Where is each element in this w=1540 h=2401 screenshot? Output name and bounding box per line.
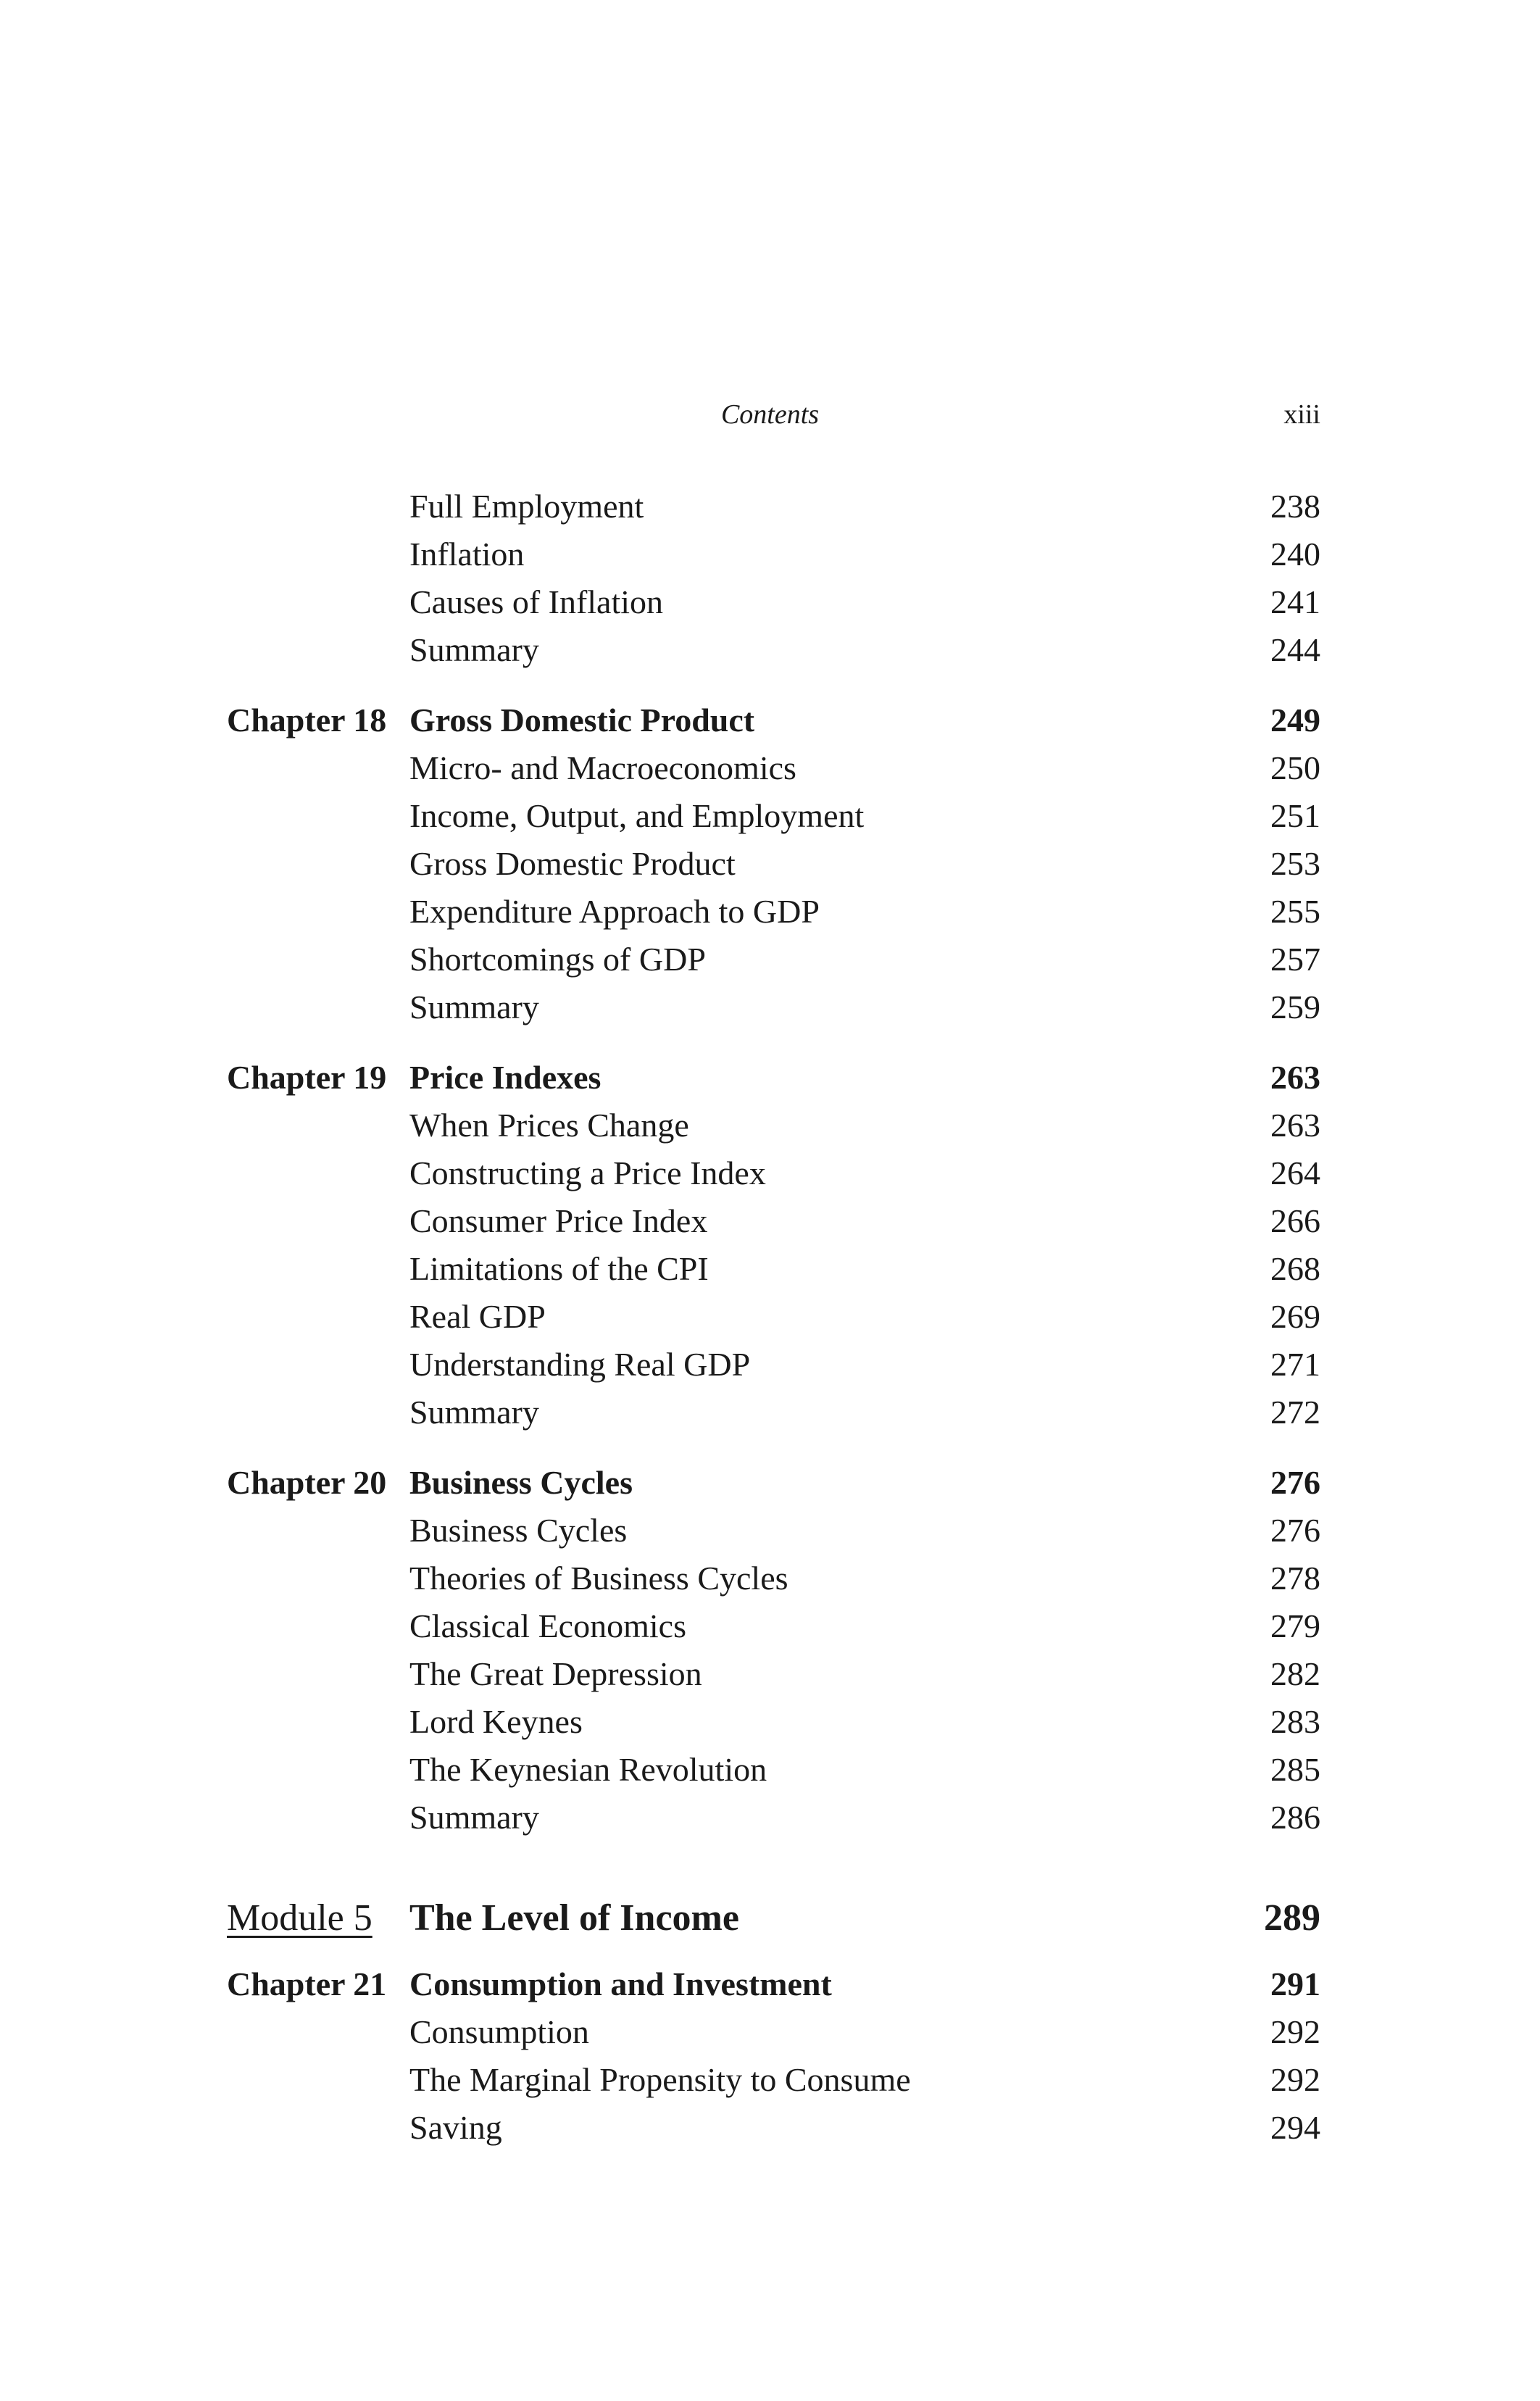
toc-entry-row [227, 1555, 1320, 1602]
toc-entry-row [227, 840, 1320, 888]
toc-module-title: The Level of Income [409, 1897, 739, 1939]
toc-entry-row [227, 1602, 1320, 1650]
toc-page-number: 266 [1270, 1202, 1320, 1239]
toc-entry-title: Classical Economics [409, 1607, 686, 1644]
toc-page-number: 269 [1270, 1298, 1320, 1335]
toc-chapter-label: Chapter 19 [227, 1059, 387, 1096]
toc-entry-row [227, 1293, 1320, 1341]
toc-entry-title: The Great Depression [409, 1655, 702, 1692]
toc-entry-title: Understanding Real GDP [409, 1346, 751, 1383]
toc-chapter-label: Chapter 21 [227, 1965, 387, 2002]
toc-page-number: 292 [1270, 2013, 1320, 2050]
toc-entry-title: Real GDP [409, 1298, 546, 1335]
toc-entry-title: Summary [409, 1394, 539, 1431]
toc-page-number: 278 [1270, 1560, 1320, 1597]
toc-entry-title: Business Cycles [409, 1512, 628, 1549]
toc-entry-row [227, 1389, 1320, 1436]
page-number: xiii [1283, 399, 1320, 430]
toc-entry-title: Constructing a Price Index [409, 1154, 766, 1191]
toc-page-number: 241 [1270, 583, 1320, 620]
toc-chapter-row [227, 1459, 1320, 1507]
toc-chapter-row [227, 1054, 1320, 1102]
toc-page-number: 249 [1270, 702, 1320, 738]
toc-module-row [227, 1889, 1320, 1947]
toc-entry-row [227, 936, 1320, 983]
toc-entry-row [227, 578, 1320, 626]
toc-entry-title: Causes of Inflation [409, 583, 664, 620]
toc-page-number: 294 [1270, 2109, 1320, 2146]
toc-page-number: 276 [1270, 1512, 1320, 1549]
toc-chapter-title: Gross Domestic Product [409, 702, 755, 738]
toc-chapter-row [227, 696, 1320, 744]
toc-page-number: 255 [1270, 893, 1320, 930]
toc-page-number: 289 [1264, 1897, 1320, 1939]
toc-entry-title: Shortcomings of GDP [409, 941, 706, 978]
toc-page-number: 286 [1270, 1799, 1320, 1836]
toc-entry-row [227, 1341, 1320, 1389]
toc-chapter-row [227, 1960, 1320, 2008]
toc-entry-title: The Keynesian Revolution [409, 1751, 767, 1788]
toc-page-number: 282 [1270, 1655, 1320, 1692]
toc-page-number: 253 [1270, 845, 1320, 882]
running-title: Contents [720, 399, 820, 430]
toc-page-number: 264 [1270, 1154, 1320, 1191]
toc-entry-title: Consumer Price Index [409, 1202, 708, 1239]
toc-entry-row [227, 983, 1320, 1031]
toc-entry-row [227, 792, 1320, 840]
toc-page-number: 276 [1270, 1464, 1320, 1501]
table-of-contents [227, 483, 1320, 2152]
running-head [0, 393, 1540, 436]
toc-chapter-label: Chapter 20 [227, 1464, 387, 1501]
toc-entry-row [227, 1102, 1320, 1149]
toc-module-label: Module 5 [227, 1897, 372, 1939]
toc-chapter-title: Business Cycles [409, 1464, 633, 1501]
toc-entry-title: When Prices Change [409, 1107, 689, 1144]
toc-entry-title: Limitations of the CPI [409, 1250, 709, 1287]
toc-page-number: 263 [1270, 1059, 1320, 1096]
toc-entry-title: The Marginal Propensity to Consume [409, 2061, 911, 2098]
toc-page-number: 240 [1270, 536, 1320, 573]
toc-entry-row [227, 1245, 1320, 1293]
toc-entry-row [227, 1698, 1320, 1746]
toc-entry-row [227, 530, 1320, 578]
toc-entry-row [227, 2104, 1320, 2152]
toc-page-number: 283 [1270, 1703, 1320, 1740]
toc-entry-title: Saving [409, 2109, 502, 2146]
toc-entry-title: Consumption [409, 2013, 589, 2050]
toc-entry-row [227, 1794, 1320, 1842]
toc-entry-title: Summary [409, 631, 539, 668]
toc-entry-row [227, 1650, 1320, 1698]
toc-entry-row [227, 2008, 1320, 2056]
toc-entry-title: Theories of Business Cycles [409, 1560, 788, 1597]
toc-entry-title: Micro- and Macroeconomics [409, 749, 796, 786]
toc-page-number: 268 [1270, 1250, 1320, 1287]
toc-page-number: 291 [1270, 1965, 1320, 2002]
toc-entry-row [227, 1197, 1320, 1245]
toc-entry-title: Full Employment [409, 488, 644, 525]
toc-chapter-title: Price Indexes [409, 1059, 602, 1096]
toc-page-number: 250 [1270, 749, 1320, 786]
toc-entry-row [227, 1746, 1320, 1794]
toc-page-number: 238 [1270, 488, 1320, 525]
toc-page-number: 279 [1270, 1607, 1320, 1644]
toc-page-number: 263 [1270, 1107, 1320, 1144]
toc-page-number: 251 [1270, 797, 1320, 834]
toc-entry-title: Inflation [409, 536, 525, 573]
toc-page-number: 259 [1270, 989, 1320, 1025]
toc-entry-row [227, 1149, 1320, 1197]
toc-page-number: 285 [1270, 1751, 1320, 1788]
toc-entry-row [227, 744, 1320, 792]
toc-entry-row [227, 888, 1320, 936]
toc-chapter-title: Consumption and Investment [409, 1965, 832, 2002]
toc-entry-row [227, 1507, 1320, 1555]
toc-chapter-label: Chapter 18 [227, 702, 387, 738]
toc-page-number: 272 [1270, 1394, 1320, 1431]
toc-entry-row [227, 626, 1320, 674]
toc-entry-title: Summary [409, 989, 539, 1025]
toc-entry-title: Income, Output, and Employment [409, 797, 865, 834]
toc-entry-title: Expenditure Approach to GDP [409, 893, 820, 930]
toc-page-number: 257 [1270, 941, 1320, 978]
toc-entry-title: Lord Keynes [409, 1703, 583, 1740]
toc-entry-title: Summary [409, 1799, 539, 1836]
toc-entry-title: Gross Domestic Product [409, 845, 736, 882]
toc-entry-row [227, 483, 1320, 530]
toc-page-number: 244 [1270, 631, 1320, 668]
toc-page-number: 271 [1270, 1346, 1320, 1383]
toc-entry-row [227, 2056, 1320, 2104]
toc-page-number: 292 [1270, 2061, 1320, 2098]
